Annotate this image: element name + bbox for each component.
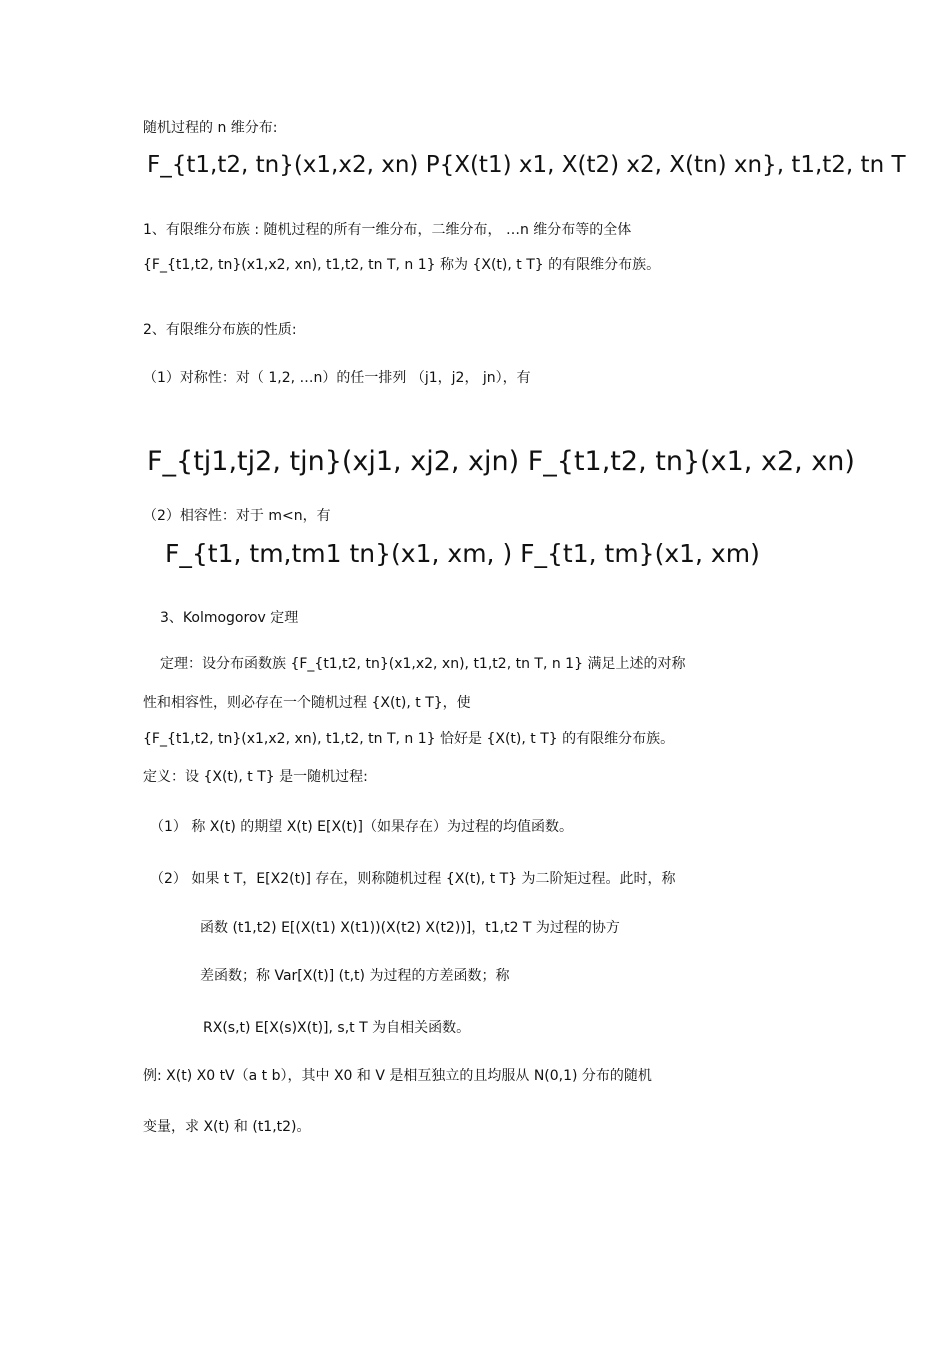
compatibility-text: （2）相容性：对于 m<n，有 [143, 508, 331, 524]
theorem-line1: 定理：设分布函数族 {F_{t1,t2, tn}(x1,x2, xn), t1,t2, tn T, n 1} 满足上述的对称 [160, 656, 686, 672]
definition-2-line4: RX(s,t) E[X(s)X(t)], s,t T 为自相关函数。 [203, 1020, 471, 1036]
example-line2: 变量，求 X(t) 和 (t1,t2)。 [143, 1119, 311, 1135]
formula-compatibility: F_{t1, tm,tm1 tn}(x1, xm, ) F_{t1, tm}(x1, xm) [165, 539, 760, 568]
definition-1: （1） 称 X(t) 的期望 X(t) E[X(t)]（如果存在）为过程的均值函数。 [150, 819, 573, 835]
section3-heading: 3、Kolmogorov 定理 [160, 610, 299, 626]
section1-line1: 1、有限维分布族 : 随机过程的所有一维分布，二维分布， …n 维分布等的全体 [143, 222, 632, 238]
formula-symmetry: F_{tj1,tj2, tjn}(xj1, xj2, xjn) F_{t1,t2, tn}(x1, x2, xn) [147, 446, 855, 477]
definition-intro: 定义：设 {X(t), t T} 是一随机过程: [143, 769, 368, 785]
theorem-line3: {F_{t1,t2, tn}(x1,x2, xn), t1,t2, tn T, n 1} 恰好是 {X(t), t T} 的有限维分布族。 [143, 731, 675, 747]
section1-line2: {F_{t1,t2, tn}(x1,x2, xn), t1,t2, tn T, n 1} 称为 {X(t), t T} 的有限维分布族。 [143, 257, 661, 273]
definition-2-line1: （2） 如果 t T，E[X2(t)] 存在，则称随机过程 {X(t), t T} 为二阶矩过程。此时，称 [150, 871, 676, 887]
theorem-line2: 性和相容性，则必存在一个随机过程 {X(t), t T}，使 [143, 695, 471, 711]
formula-n-dist: F_{t1,t2, tn}(x1,x2, xn) P{X(t1) x1, X(t2) x2, X(tn) xn}, t1,t2, tn T [147, 152, 906, 178]
heading-n-dist: 随机过程的 n 维分布: [143, 120, 278, 136]
symmetry-text: （1）对称性：对（ 1,2, …n）的任一排列 （j1，j2， jn），有 [143, 370, 531, 386]
definition-2-line2: 函数 (t1,t2) E[(X(t1) X(t1))(X(t2) X(t2))]，t1,t2 T 为过程的协方 [200, 920, 620, 936]
section2-heading: 2、有限维分布族的性质: [143, 322, 297, 338]
example-line1: 例: X(t) X0 tV（a t b），其中 X0 和 V 是相互独立的且均服从 N(0,1) 分布的随机 [143, 1068, 652, 1084]
definition-2-line3: 差函数；称 Var[X(t)] (t,t) 为过程的方差函数；称 [200, 968, 510, 984]
